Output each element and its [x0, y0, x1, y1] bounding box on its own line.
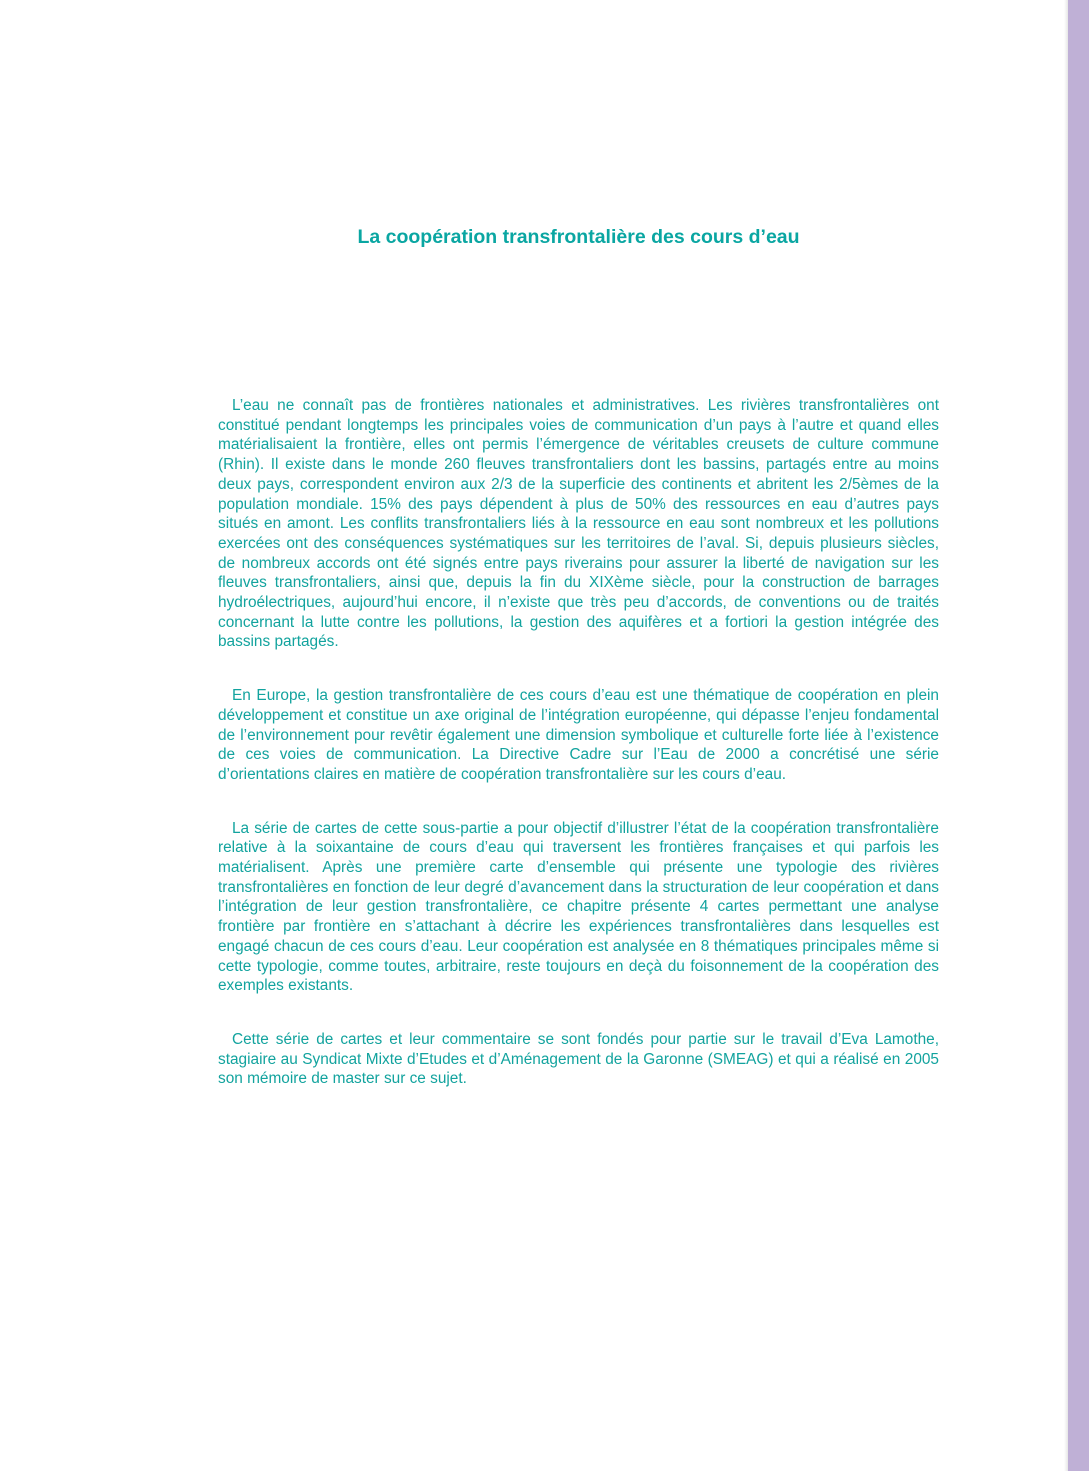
side-color-band: [1068, 0, 1089, 1471]
body-text: [218, 396, 939, 1123]
paragraph-1: L’eau ne connaît pas de frontières nationales et administratives. Les rivières transfrontalières ont constitué pendant longtemps les principales voies de communication d’un pays à l’autre et quand elles matérialisaient la frontière, elles ont permis l’émergence de véritables creusets de culture commune (Rhin). Il existe dans le monde 260 fleuves transfrontaliers dont les bassins, partagés entre au moins deux pays, correspondent environ aux 2/3 de la superficie des continents et abritent les 2/5èmes de la population mondiale. 15% des pays dépendent à plus de 50% des ressources en eau d’autres pays situés en amont. Les conflits transfrontaliers liés à la ressource en eau sont nombreux et les pollutions exercées ont des conséquences systématiques sur les territoires de l’aval. Si, depuis plusieurs siècles, de nombreux accords ont été signés entre pays riverains pour assurer la liberté de navigation sur les fleuves transfrontaliers, ainsi que, depuis la fin du XIXème siècle, pour la construction de barrages hydroélectriques, aujourd’hui encore, il n’existe que très peu d’accords, de conventions ou de traités concernant la lutte contre les pollutions, la gestion des aquifères et a fortiori la gestion intégrée des bassins partagés.: [218, 397, 939, 651]
paragraph-3: La série de cartes de cette sous-partie a pour objectif d’illustrer l’état de la coopération transfrontalière relative à la soixantaine de cours d’eau qui traversent les frontières françaises et qui parfois les matérialisent. Après une première carte d’ensemble qui présente une typologie des rivières transfrontalières en fonction de leur degré d’avancement dans la structuration de leur coopération et dans l’intégration de leur gestion transfrontalière, ce chapitre présente 4 cartes permettant une analyse frontière par frontière en s’attachant à décrire les expériences transfrontalières dans lesquelles est engagé chacun de ces cours d’eau. Leur coopération est analysée en 8 thématiques principales même si cette typologie, comme toutes, arbitraire, reste toujours en deçà du foisonnement de la coopération des exemples existants.: [218, 819, 939, 995]
paragraph-2: En Europe, la gestion transfrontalière de ces cours d’eau est une thématique de coopération en plein développement et constitue un axe original de l’intégration européenne, qui dépasse l’enjeu fondamental de l’environnement pour revêtir également une dimension symbolique et culturelle forte liée à l’existence de ces voies de communication. La Directive Cadre sur l’Eau de 2000 a concrétisé une série d’orientations claires en matière de coopération transfrontalière sur les cours d’eau.: [218, 687, 939, 783]
page-title: La coopération transfrontalière des cours d’eau: [357, 226, 800, 248]
paragraph-4: Cette série de cartes et leur commentaire se sont fondés pour partie sur le travail d’Eva Lamothe, stagiaire au Syndicat Mixte d’Etudes et d’Aménagement de la Garonne (SMEAG) et qui a réalisé en 2005 son mémoire de master sur ce sujet.: [218, 1030, 939, 1088]
